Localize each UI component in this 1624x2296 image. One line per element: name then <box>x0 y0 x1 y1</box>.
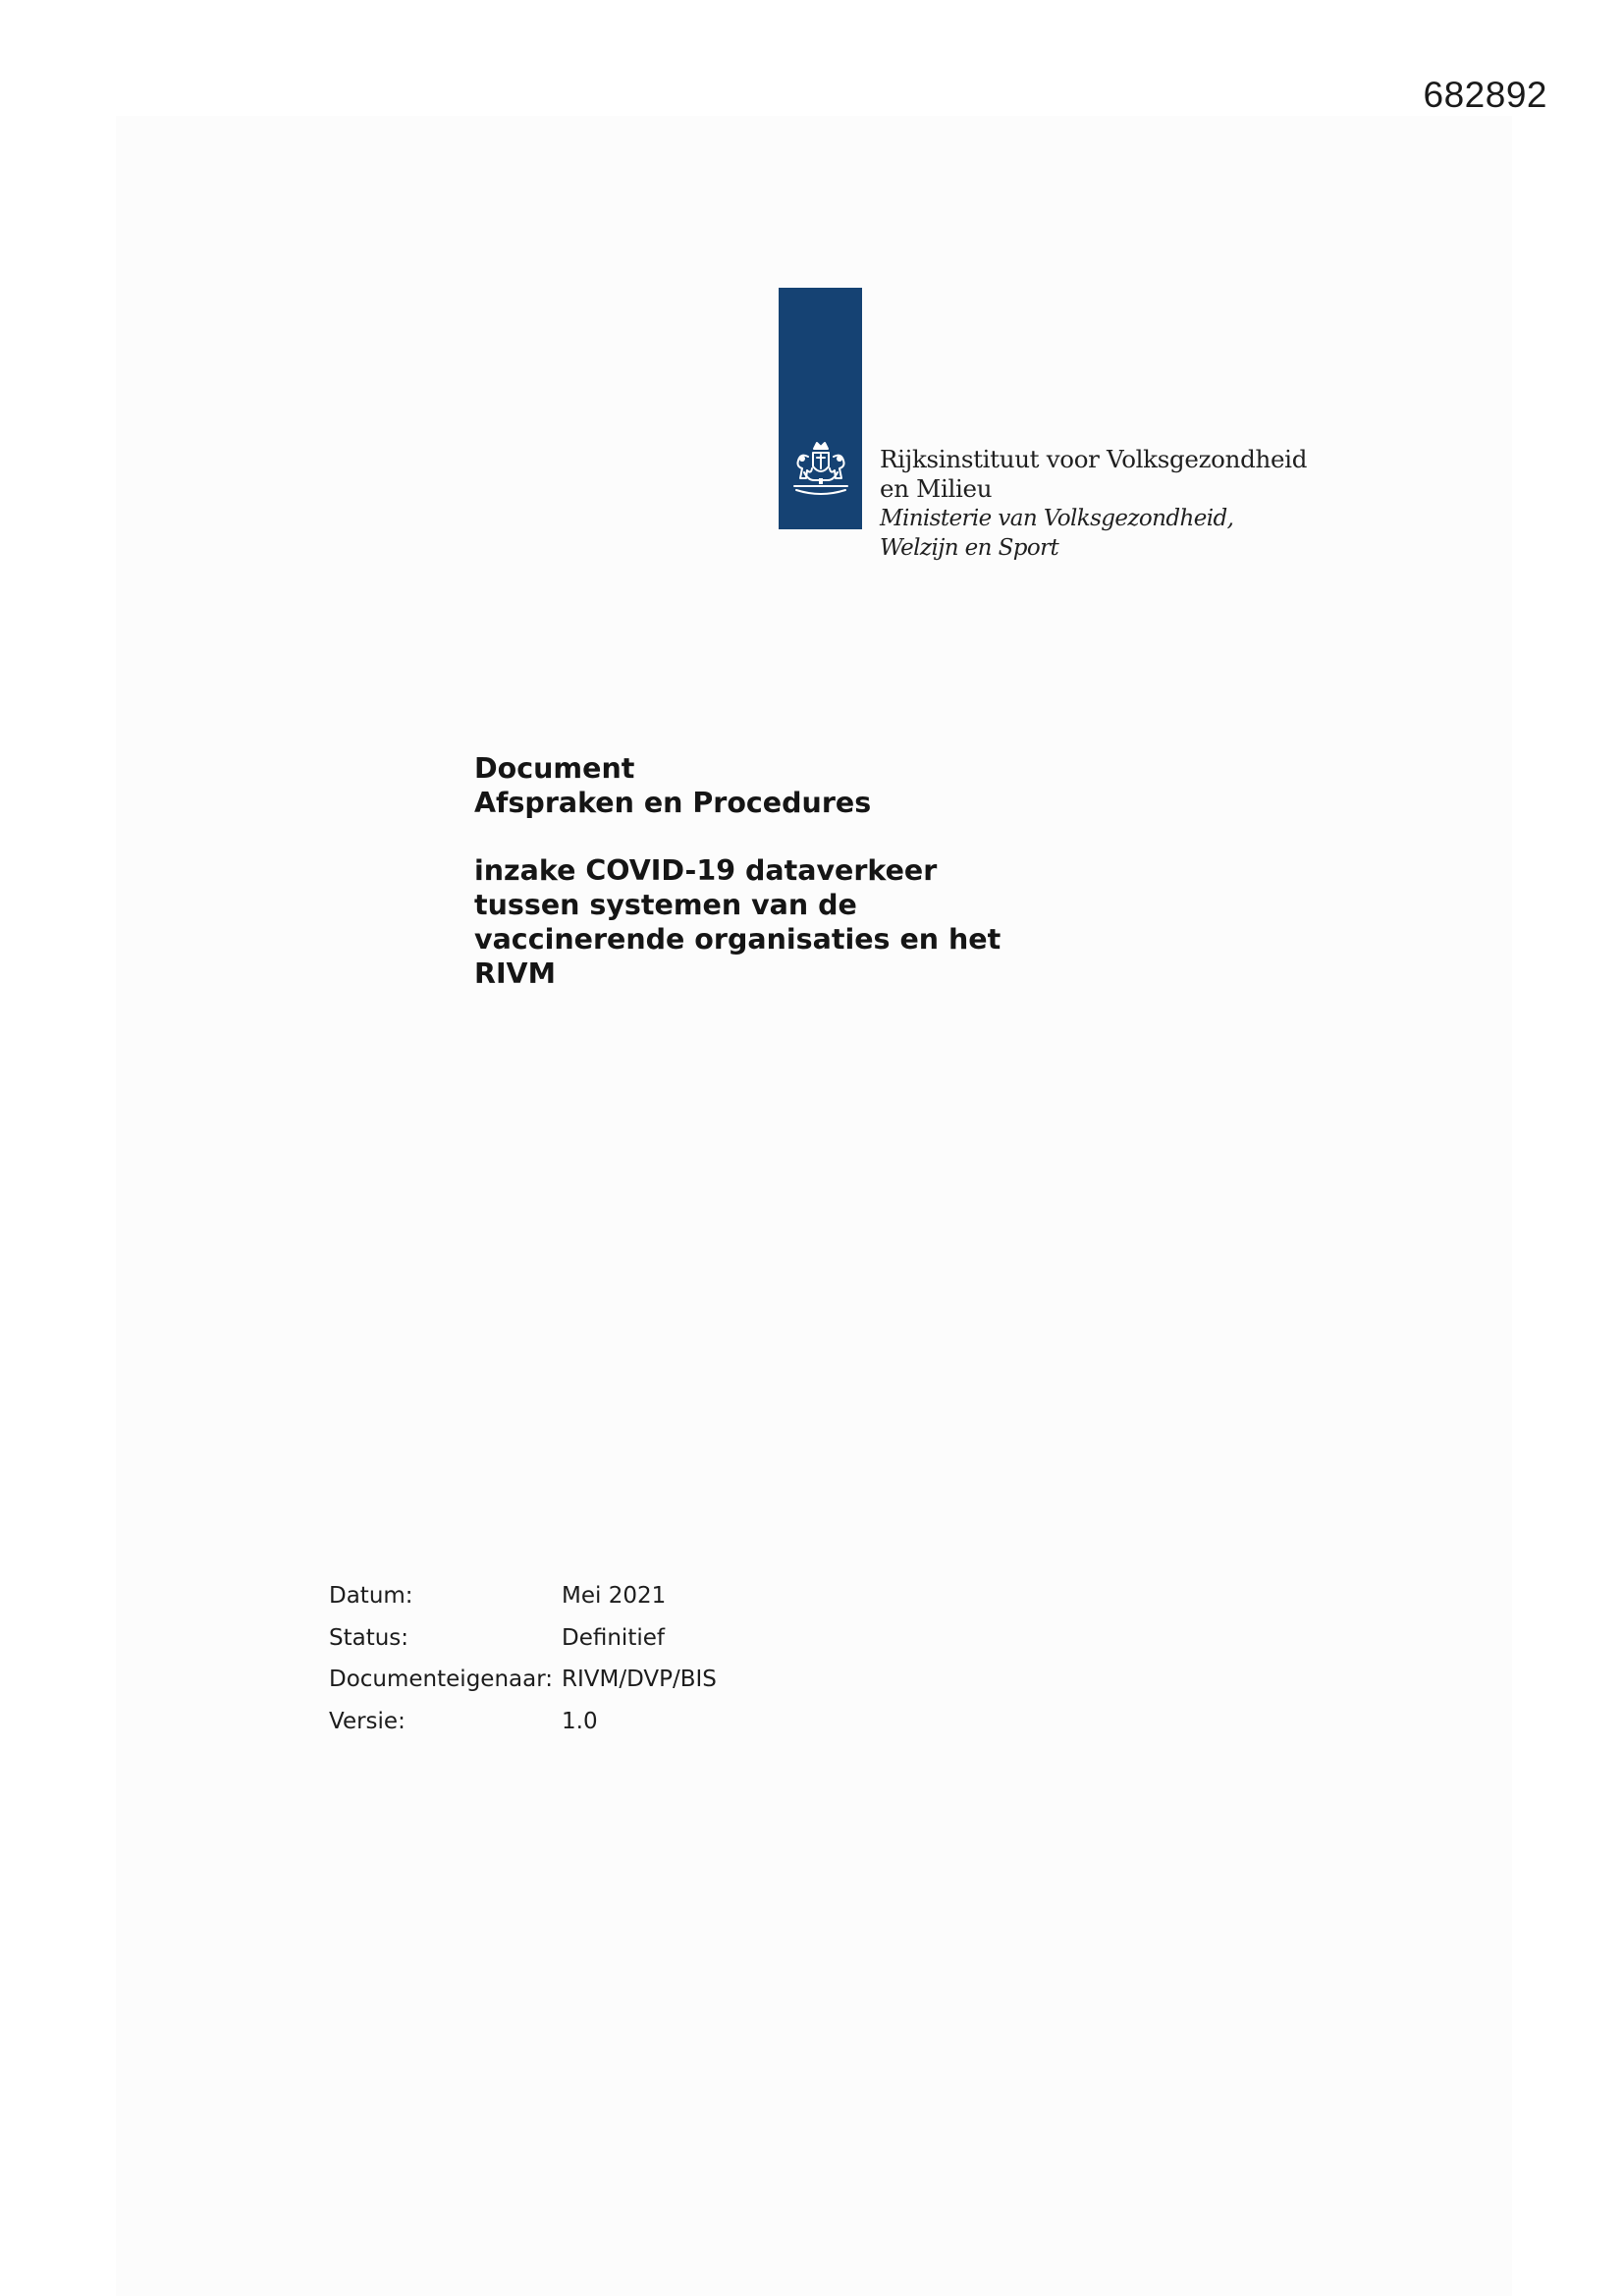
metadata-value: 1.0 <box>562 1708 598 1734</box>
logo-ministry-name-cont: Welzijn en Sport <box>880 535 1059 561</box>
title-line: Document <box>474 752 635 785</box>
metadata-value: Definitief <box>562 1624 665 1651</box>
logo-text <box>880 445 1307 563</box>
metadata-label: Datum: <box>329 1583 413 1609</box>
document-number: 682892 <box>1423 75 1547 115</box>
logo-bar <box>779 288 862 529</box>
metadata-value: Mei 2021 <box>562 1583 667 1609</box>
logo-ministry-name: Ministerie van Volksgezondheid, <box>880 506 1234 531</box>
metadata-label: Documenteigenaar: <box>329 1667 554 1692</box>
subtitle-line: vaccinerende organisaties en het <box>474 923 1001 956</box>
subtitle-line: inzake COVID-19 dataverkeer <box>474 854 938 887</box>
metadata-label: Status: <box>329 1624 409 1651</box>
coat-of-arms-icon <box>786 439 855 504</box>
subtitle-line: RIVM <box>474 957 556 990</box>
metadata-label: Versie: <box>329 1708 406 1734</box>
logo-institute-name-cont: en Milieu <box>880 474 993 503</box>
metadata-value: RIVM/DVP/BIS <box>562 1667 717 1692</box>
logo-institute-name: Rijksinstituut voor Volksgezondheid <box>880 445 1308 473</box>
subtitle-line: tussen systemen van de <box>474 889 857 921</box>
title-line: Afspraken en Procedures <box>474 787 872 819</box>
title-spacer <box>474 820 1001 853</box>
document-title <box>474 751 1001 991</box>
